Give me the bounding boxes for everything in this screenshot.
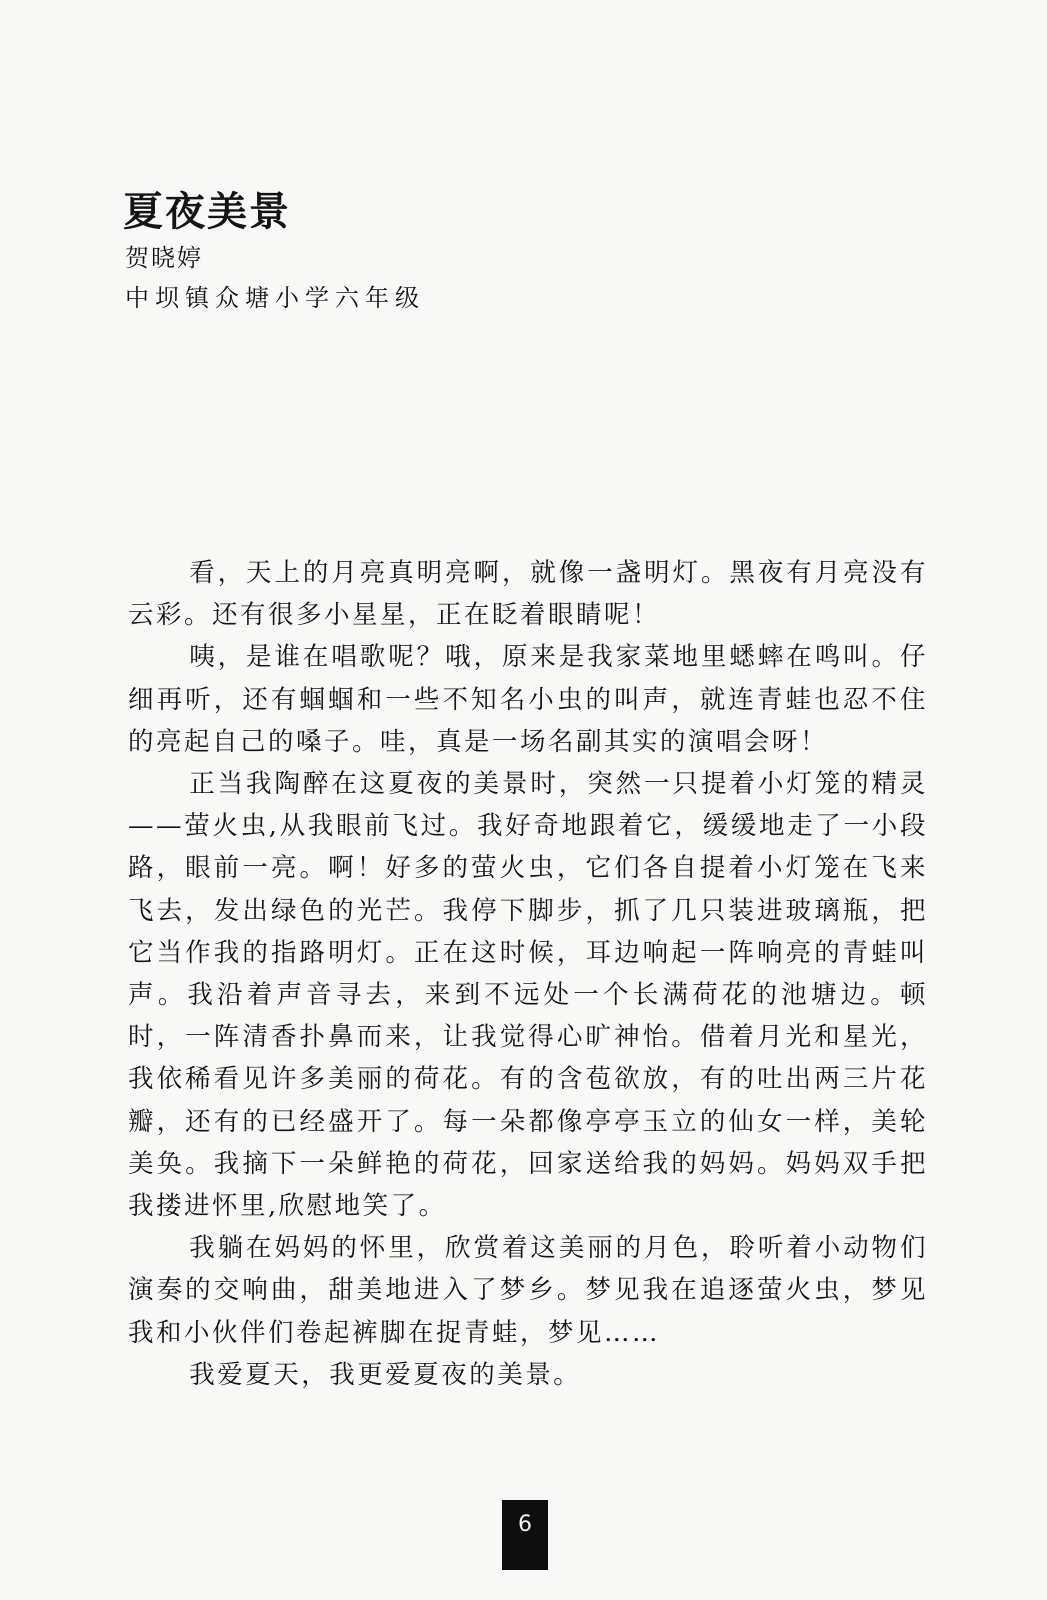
author-name: 贺晓婷 [125, 244, 203, 272]
paragraph-2: 咦，是谁在唱歌呢？哦，原来是我家菜地里蟋蟀在鸣叫。仔细再听，还有蝈蝈和一些不知名小虫的叫声，就连青蛙也忍不住的亮起自己的嗓子。哇，真是一场名副其实的演唱会呀！ [128, 642, 928, 757]
paragraph-4: 我躺在妈妈的怀里，欣赏着这美丽的月色，聆听着小动物们演奏的交响曲，甜美地进入了梦乡。梦见我在追逐萤火虫，梦见我和小伙伴们卷起裤脚在捉青蛙，梦见…… [128, 1233, 928, 1348]
page-number: 6 [502, 1500, 548, 1570]
article-body [128, 552, 928, 1396]
author-school: 中坝镇众塘小学六年级 [125, 284, 425, 312]
article-title: 夏夜美景 [123, 189, 291, 235]
paragraph-3: 正当我陶醉在这夏夜的美景时，突然一只提着小灯笼的精灵——萤火虫,从我眼前飞过。我好奇地跟着它，缓缓地走了一小段路，眼前一亮。啊！好多的萤火虫，它们各自提着小灯笼在飞来飞去，发出绿色的光芒。我停下脚步，抓了几只装进玻璃瓶，把它当作我的指路明灯。正在这时候，耳边响起一阵响亮的青蛙叫声。我沿着声音寻去，来到不远处一个长满荷花的池塘边。顿时，一阵清香扑鼻而来，让我觉得心旷神怡。借着月光和星光，我依稀看见许多美丽的荷花。有的含苞欲放，有的吐出两三片花瓣，还有的已经盛开了。每一朵都像亭亭玉立的仙女一样，美轮美奂。我摘下一朵鲜艳的荷花，回家送给我的妈妈。妈妈双手把我搂进怀里,欣慰地笑了。 [128, 769, 928, 1222]
paragraph-1: 看，天上的月亮真明亮啊，就像一盏明灯。黑夜有月亮没有云彩。还有很多小星星，正在眨着眼睛呢！ [128, 558, 928, 631]
paragraph-5: 我爱夏天，我更爱夏夜的美景。 [189, 1359, 582, 1390]
